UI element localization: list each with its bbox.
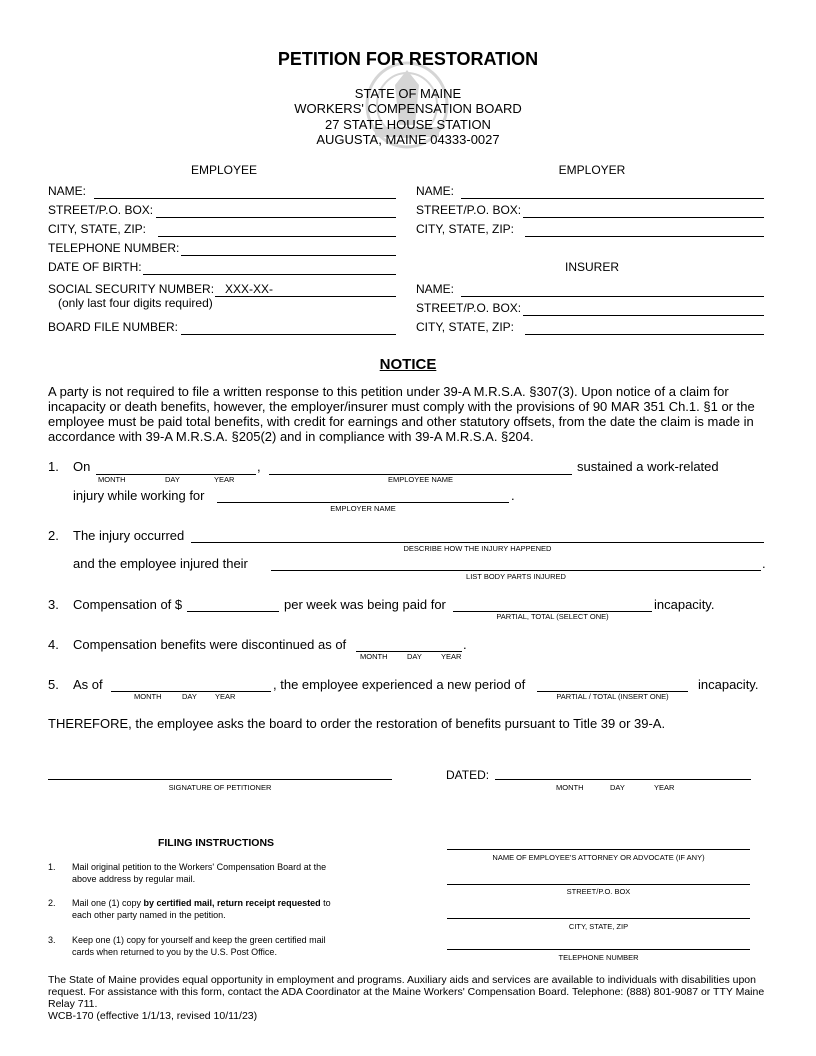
notice-line-4: accordance with 39-A M.R.S.A. §205(2) and in compliance with 39-A M.R.S.A. §204. (48, 429, 534, 444)
attorney-street-field[interactable] (447, 884, 750, 885)
item-1-number: 1. (48, 459, 59, 474)
employer-name-label: NAME: (416, 184, 455, 198)
insurer-name-field[interactable] (461, 296, 764, 297)
form-title: PETITION FOR RESTORATION (277, 49, 539, 69)
employee-name-label: NAME: (48, 184, 87, 198)
filing-item-1-line-1: Mail original petition to the Workers' Compensation Board at the (72, 862, 327, 872)
attorney-street-label: STREET/P.O. BOX (566, 887, 631, 896)
item-3-number: 3. (48, 597, 59, 612)
notice-heading: NOTICE (379, 356, 437, 373)
item-1-sub-employer-name: EMPLOYER NAME (330, 504, 396, 513)
footer-line-1: The State of Maine provides equal opportunity in employment and programs. Auxiliary aids and services are available to individuals with disabilities upon (48, 974, 756, 986)
employee-phone-field[interactable] (181, 255, 396, 256)
item-3-per-week: per week was being paid for (284, 597, 446, 612)
filing-item-2-line-2: each other party named in the petition. (72, 910, 226, 920)
dated-label: DATED: (446, 768, 490, 782)
item-5-as-of: As of (73, 677, 103, 692)
address-line-4: AUGUSTA, MAINE 04333-0027 (316, 132, 500, 147)
address-line-3: 27 STATE HOUSE STATION (325, 117, 491, 132)
employer-street-label: STREET/P.O. BOX: (416, 203, 522, 217)
item-5-sub-day: DAY (182, 692, 197, 701)
item-5-sub-month: MONTH (134, 692, 162, 701)
footer-line-3: Relay 711. (48, 998, 98, 1010)
item-2-text: The injury occurred (73, 528, 185, 543)
therefore-statement: THEREFORE, the employee asks the board to order the restoration of benefits pursuant to Title 39 or 39-A. (48, 716, 666, 731)
notice-line-2: incapacity or death benefits, however, the employer/insurer must comply with the provisions of 90 MAR 351 Ch.1. §1 or the (48, 399, 755, 414)
filing-item-2-number: 2. (48, 898, 56, 908)
filing-item-3-number: 3. (48, 935, 56, 945)
employer-heading: EMPLOYER (558, 163, 626, 177)
item-2-injured-text: and the employee injured their (73, 556, 248, 571)
filing-item-3-line-2: cards when returned to you by the U.S. Post Office. (72, 947, 277, 957)
item-2-describe-field[interactable] (191, 542, 764, 543)
item-5-number: 5. (48, 677, 59, 692)
item-4-sub-month: MONTH (360, 652, 388, 661)
item-1-comma: , (257, 459, 261, 474)
item-4-period: . (463, 637, 467, 652)
item-1-sub-year: YEAR (214, 475, 235, 484)
filing-item-1-line-2: above address by regular mail. (72, 874, 196, 884)
employee-heading: EMPLOYEE (190, 163, 258, 177)
employee-board-file-field[interactable] (181, 334, 396, 335)
filing-item-2-post: to (320, 898, 331, 908)
attorney-phone-label: TELEPHONE NUMBER (558, 953, 639, 962)
employer-name-field[interactable] (461, 198, 764, 199)
form-id: WCB-170 (effective 1/1/13, revised 10/11/23) (48, 1010, 258, 1022)
item-5-sub-year: YEAR (215, 692, 236, 701)
dated-sub-month: MONTH (556, 783, 584, 792)
insurer-name-label: NAME: (416, 282, 455, 296)
signature-label: SIGNATURE OF PETITIONER (168, 783, 272, 792)
employee-city-field[interactable] (158, 236, 396, 237)
dated-sub-year: YEAR (654, 783, 675, 792)
signature-field[interactable] (48, 779, 392, 780)
footer-line-2: request. For assistance with this form, contact the ADA Coordinator at the Maine Workers' Compensation Board. Telephone: (888) 801-9087 or TTY Maine (48, 986, 765, 998)
address-line-1: STATE OF MAINE (354, 86, 462, 101)
item-1-employer-name-field[interactable] (217, 502, 509, 503)
insurer-street-label: STREET/P.O. BOX: (416, 301, 522, 315)
insurer-street-field[interactable] (523, 315, 764, 316)
address-line-2: WORKERS' COMPENSATION BOARD (294, 101, 522, 116)
item-2-sub-body-parts: LIST BODY PARTS INJURED (466, 572, 566, 581)
attorney-name-field[interactable] (447, 849, 750, 850)
employee-dob-field[interactable] (143, 274, 396, 275)
item-3-text: Compensation of $ (73, 597, 183, 612)
filing-item-3-line-1: Keep one (1) copy for yourself and keep the green certified mail (72, 935, 326, 945)
notice-line-3: employee must be paid total benefits, with credit for earnings and other statutory offsets, from the date the claim is made in (48, 414, 754, 429)
insurer-city-field[interactable] (525, 334, 764, 335)
item-3-incapacity: incapacity. (654, 597, 715, 612)
filing-item-1-number: 1. (48, 862, 56, 872)
employee-street-label: STREET/P.O. BOX: (48, 203, 154, 217)
employer-street-field[interactable] (523, 217, 764, 218)
insurer-city-label: CITY, STATE, ZIP: (416, 320, 515, 334)
employee-name-field[interactable] (94, 198, 396, 199)
employee-ssn-field[interactable] (215, 296, 396, 297)
employee-ssn-value: XXX-XX- (225, 282, 274, 296)
filing-item-2-pre: Mail one (1) copy (72, 898, 144, 908)
insurer-heading: INSURER (564, 260, 619, 274)
employee-board-file-label: BOARD FILE NUMBER: (48, 320, 179, 334)
employee-ssn-note: (only last four digits required) (58, 296, 213, 310)
item-3-sub: PARTIAL, TOTAL (SELECT ONE) (496, 612, 609, 621)
employer-city-field[interactable] (525, 236, 764, 237)
item-4-number: 4. (48, 637, 59, 652)
item-5-sub: PARTIAL / TOTAL (INSERT ONE) (556, 692, 669, 701)
item-1-on: On (73, 459, 91, 474)
item-5-new-period: , the employee experienced a new period of (273, 677, 526, 692)
employee-city-label: CITY, STATE, ZIP: (48, 222, 147, 236)
item-5-incapacity: incapacity. (698, 677, 759, 692)
employee-phone-label: TELEPHONE NUMBER: (48, 241, 180, 255)
attorney-name-label: NAME OF EMPLOYEE'S ATTORNEY OR ADVOCATE (IF ANY) (492, 853, 705, 862)
filing-item-2-bold: by certified mail, return receipt requested (143, 898, 321, 908)
item-2-number: 2. (48, 528, 59, 543)
attorney-city-field[interactable] (447, 918, 750, 919)
item-2-period: . (762, 556, 766, 571)
dated-sub-day: DAY (610, 783, 625, 792)
dated-field[interactable] (495, 779, 751, 780)
item-4-sub-year: YEAR (441, 652, 462, 661)
item-1-sub-employee-name: EMPLOYEE NAME (387, 475, 454, 484)
item-1-period: . (511, 488, 515, 503)
attorney-phone-field[interactable] (447, 949, 750, 950)
item-3-amount-field[interactable] (187, 611, 279, 612)
item-1-sustained: sustained a work-related (577, 459, 719, 474)
employee-street-field[interactable] (156, 217, 396, 218)
employee-dob-label: DATE OF BIRTH: (48, 260, 142, 274)
item-4-text: Compensation benefits were discontinued as of (73, 637, 347, 652)
item-1-injury-text: injury while working for (73, 488, 205, 503)
item-1-sub-day: DAY (165, 475, 180, 484)
item-2-body-parts-field[interactable] (271, 570, 761, 571)
attorney-city-label: CITY, STATE, ZIP (568, 922, 629, 931)
item-2-sub-describe: DESCRIBE HOW THE INJURY HAPPENED (403, 544, 552, 553)
filing-item-2-line-1 (72, 898, 331, 908)
employee-ssn-label: SOCIAL SECURITY NUMBER: (48, 282, 215, 296)
filing-instructions-heading: FILING INSTRUCTIONS (157, 837, 275, 849)
employer-city-label: CITY, STATE, ZIP: (416, 222, 515, 236)
notice-line-1: A party is not required to file a written response to this petition under 39-A M.R.S.A. §307(3). Upon notice of a claim for (48, 384, 729, 399)
item-4-sub-day: DAY (407, 652, 422, 661)
item-1-sub-month: MONTH (98, 475, 126, 484)
